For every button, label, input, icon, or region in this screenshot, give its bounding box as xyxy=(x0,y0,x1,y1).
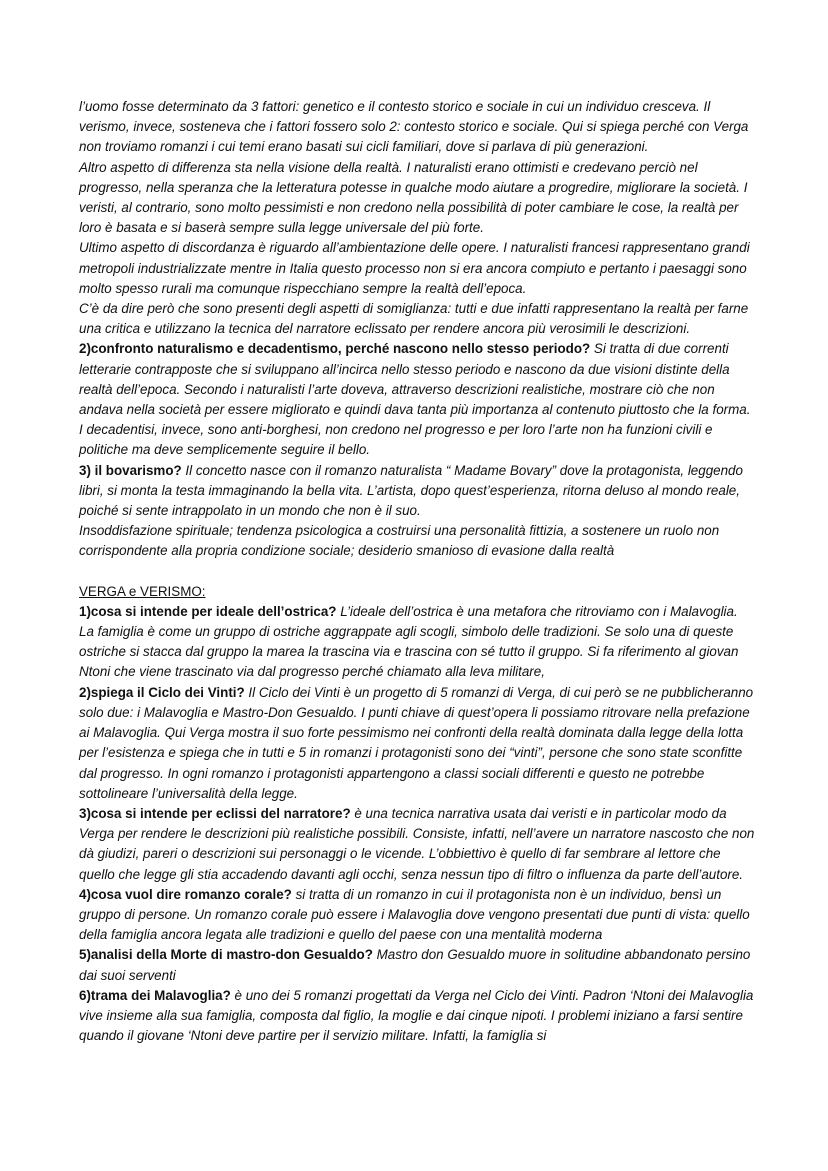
qa-verga-5 xyxy=(79,945,755,985)
answer: Mastro don Gesualdo muore in solitudine abbandonato persino dai suoi serventi xyxy=(79,947,751,983)
intro-paragraph-1: l’uomo fosse determinato da 3 fattori: genetico e il contesto storico e sociale in cui un individuo cresceva. Il verismo, invece, sosteneva che i fattori fossero solo 2: contesto storico e sociale. Qui si spiega perché con Verga non troviamo romanzi i cui temi erano basati sui cicli familiari, dove si parlava di più generazioni. xyxy=(79,99,749,155)
qa-verga-4 xyxy=(79,885,755,946)
answer: Si tratta di due correnti letterarie contrapposte che si sviluppano all’incirca nello stesso periodo e nascono da due visioni distinte della realtà dell’epoca. Secondo i naturalisti l’arte doveva, attraverso descrizioni realistiche, mostrare ciò che non andava nella società per essere migliorato e quindi dava tanta più importanza al contenuto piuttosto che la forma. I decadentisi, invece, sono anti-borghesi, non credono nel progresso e per loro l’arte non ha funzioni civili e politiche ma deve semplicemente seguire il bello. xyxy=(79,341,751,458)
section-heading: VERGA e VERISMO: xyxy=(79,583,206,599)
question: 1)cosa si intende per ideale dell’ostrica? xyxy=(79,603,337,619)
intro-paragraph-3: Ultimo aspetto di discordanza è riguardo all’ambientazione delle opere. I naturalisti francesi rappresentano grandi metropoli industrializzate mentre in Italia questo processo non si era ancora compiuto e pertanto i paesaggi sono molto spesso rurali ma comunque rispecchiano sempre la realtà dell’epoca. xyxy=(79,240,750,296)
section-spacer xyxy=(79,562,755,582)
bovarismo-extra: Insoddisfazione spirituale; tendenza psicologica a costruirsi una personalità fittizia, a sostenere un ruolo non corrispondente alla propria condizione sociale; desiderio smanioso di evasione dalla realtà xyxy=(79,523,720,559)
qa-verga-3 xyxy=(79,804,755,885)
qa-bovarismo xyxy=(79,461,755,522)
question: 6)trama dei Malavoglia? xyxy=(79,987,231,1003)
intro-paragraph-4: C’è da dire però che sono presenti degli aspetti di somiglianza: tutti e due infatti rappresentano la realtà per farne una critica e utilizzano la tecnica del narratore eclissato per rendere ancora più verosimili le descrizioni. xyxy=(79,301,749,337)
question: 2)confronto naturalismo e decadentismo, perché nascono nello stesso periodo? xyxy=(79,341,591,357)
qa-verga-2 xyxy=(79,683,755,804)
document-page xyxy=(79,97,755,1046)
question: 4)cosa vuol dire romanzo corale? xyxy=(79,886,292,902)
answer: si tratta di un romanzo in cui il protagonista non è un individuo, bensì un gruppo di persone. Un romanzo corale può essere i Malavoglia dove vengono presentati due punti di vista: quello della famiglia ancora legata alle tradizioni e quello del paese con una mentalità moderna xyxy=(79,886,750,943)
answer: Il Ciclo dei Vinti è un progetto di 5 romanzi di Verga, di cui però se ne pubblicheranno solo due: i Malavoglia e Mastro-Don Gesualdo. I punti chiave di quest’opera li possiamo ritrovare nella prefazione ai Malavoglia. Qui Verga mostra il suo forte pessimismo nei confronti della realtà dominata dalla legge della lotta per l’esistenza e spiega che in tutti e 5 in romanzi i protagonisti sono dei “vinti”, persone che sono state sconfitte dal progresso. In ogni romanzo i protagonisti appartengono a classi sociali differenti e questo ne potrebbe sottolineare l’universalità della legge. xyxy=(79,684,754,801)
answer: è uno dei 5 romanzi progettati da Verga nel Ciclo dei Vinti. Padron ‘Ntoni dei Malavoglia vive insieme alla sua famiglia, composta dal figlio, la moglie e dai cinque nipoti. I problemi iniziano a farsi sentire quando il giovane ‘Ntoni deve partire per il servizio militare. Infatti, la famiglia si xyxy=(79,987,754,1044)
answer: L’ideale dell’ostrica è una metafora che ritroviamo con i Malavoglia. La famiglia è come un gruppo di ostriche aggrappate agli scogli, simbolo delle tradizioni. Se solo una di queste ostriche si stacca dal gruppo la marea la trascina via e trascina con sé tutto il gruppo. Si fa riferimento al giovan Ntoni che viene trascinato via dal progresso perché chiamato alla leva militare, xyxy=(79,603,739,680)
intro-paragraph-2: Altro aspetto di differenza sta nella visione della realtà. I naturalisti erano ottimisti e credevano perciò nel progresso, nella speranza che la letteratura potesse in qualche modo aiutare a progredire, migliorare la società. I veristi, al contrario, sono molto pessimisti e non credono nella possibilità di poter cambiare le cose, la realtà per loro è basata e si baserà sempre sulla legge universale del più forte. xyxy=(79,159,748,236)
qa-naturalismo-decadentismo xyxy=(79,339,755,460)
question: 5)analisi della Morte di mastro-don Gesualdo? xyxy=(79,947,373,963)
qa-verga-6 xyxy=(79,986,755,1047)
answer: Il concetto nasce con il romanzo naturalista “ Madame Bovary” dove la protagonista, leggendo libri, si monta la testa immaginando la bella vita. L’artista, dopo quest’esperienza, ritorna deluso al mondo reale, poiché si sente intrappolato in un mondo che non è il suo. xyxy=(79,462,743,519)
qa-verga-1 xyxy=(79,602,755,683)
question: 3) il bovarismo? xyxy=(79,462,182,478)
question: 2)spiega il Ciclo dei Vinti? xyxy=(79,684,245,700)
question: 3)cosa si intende per eclissi del narratore? xyxy=(79,805,351,821)
answer: è una tecnica narrativa usata dai veristi e in particolar modo da Verga per rendere le descrizioni più realistiche possibili. Consiste, infatti, nell’avere un narratore nascosto che non dà giudizi, pareri o descrizioni sui personaggi o le vicende. L’obbiettivo è quello di far sembrare al lettore che quello che legge gli stia accadendo davanti agli occhi, senza nessun tipo di filtro o influenza da parte dell’autore. xyxy=(79,805,755,882)
